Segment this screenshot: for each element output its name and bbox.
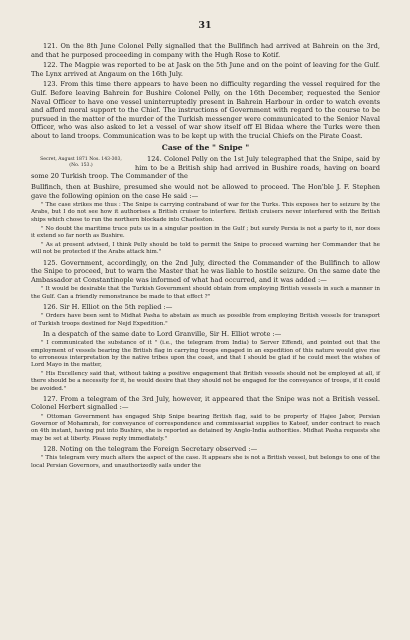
quote-paragraph: " Ottoman Government has engaged Ship Snipe bearing British flag, said to be property of Hajee Jabor, Persian Governor of Mohamrah, for conveyance of correspondence and commissariat supplies to Kateef, under contract to reach on 4th instant, having put into Bushire, she is reported as detained by Anglo-India authorities. Midhat Pasha requests she may be set at liberty. Please reply immediately." xyxy=(31,413,380,442)
paragraph: 125. Government, accordingly, on the 2nd July, directed the Commander of the Bullfinch to allow the Snipe to proceed, but to warn the Master that he was liable to hostile seizure. On the same date the Ambassador at Constantinople was informed of what had occurred, and it was added :— xyxy=(31,258,380,284)
paragraph: 123. From this time there appears to have been no difficulty regarding the vessel required for the Gulf. Before leaving Bahrein for Bushire Colonel Pelly, on the 16th December, requested the Senior Naval Officer to have one vessel uninterruptedly present in Bahrein Harbour in order to watch events and afford moral support to the Chief. The instructions of Government with regard to the course to be pursued in the matter of the murder of the Turkish messenger were communicated to the Senior Naval Officer, who was also asked to let a vessel of war show itself off El Bidaa where the Turks were then about to land troops. Communication was to be kept up with the trucial Chiefs on the Pirate Coast. xyxy=(31,80,380,140)
quote-paragraph: " His Excellency said that, without taking a positive engagement that British vessels should not be employed at all, if there should be a necessity for it, he would desire that they should not be engaged for the conveyance of troops, if it could be avoided." xyxy=(31,371,380,392)
paragraph: 124. Colonel Pelly on the 1st July telegraphed that the Snipe, said by him to be a British ship had arrived in Bushire roads, having on board some 20 Turkish troop. The Commander of the xyxy=(31,155,380,181)
paragraph: 126. Sir H. Elliot on the 5th replied :— xyxy=(43,302,173,311)
side-note-line: Secret, August 1871 Nos. 143-303, xyxy=(40,157,122,163)
quote-paragraph: " It would be desirable that the Turkish Government should obtain from employing British vessels in such a manner in the Gulf. Can a friendly remonstrance be made to that effect ?" xyxy=(31,286,380,300)
paragraph: 127. From a telegram of the 3rd July, however, it appeared that the Snipe was not a British vessel. Colonel Herbert signalled :— xyxy=(31,394,380,412)
section-heading: Case of the " Snipe " xyxy=(161,142,250,152)
paragraph-124-block xyxy=(31,155,380,183)
paragraph: 128. Noting on the telegram the Foreign Secretary observed :— xyxy=(43,444,258,453)
quote-paragraph: " As at present advised, I think Pelly should be told to permit the Snipe to proceed warning her Commander that he will not be protected if the Arabs attack him." xyxy=(31,242,380,256)
quote-paragraph: " I communicated the substance of it " (i.e., the telegram from India) to Server Effendi, and pointed out that the employment of vessels bearing the British flag in carrying troops engaged in an expedition of this nature would give rise to erroneous interpretation by the native tribes upon the coast, and that I should be glad if he could meet the wishes of Lord Mayo in the matter, xyxy=(31,340,380,368)
paragraph: In a despatch of the same date to Lord Granville, Sir H. Elliot wrote :— xyxy=(43,329,282,338)
paragraph: 122. The Magpie was reported to be at Jask on the 5th June and on the point of leaving for the Gulf. The Lynx arrived at Angaum on the 16th July. xyxy=(31,61,380,78)
paragraph: 121. On the 8th June Colonel Pelly signalled that the Bullfinch had arrived at Bahrein on the 3rd, and that he purposed proceeding in company with the Hugh Rose to Kotif. xyxy=(31,42,380,59)
side-note-line: (No. 153.) xyxy=(69,163,93,169)
quote-paragraph: " Orders have been sent to Midhat Pasha to abstain as much as possible from employing British vessels for transport of Turkish troops destined for Nejd Expedition." xyxy=(31,313,380,327)
quote-paragraph: " The case strikes me thus : The Snipe is carrying contraband of war for the Turks. This exposes her to seizure by the Arabs, but I do not see how it authorises a British cruiser to interfere. British cruisers never interfered with the British ships which chose to run the northern blockade into Charleston. xyxy=(31,202,380,223)
quote-paragraph: " No doubt the maritime truce puts us in a singular position in the Gulf ; but surely Persia is not a party to it, nor does it extend so far north as Bushire. xyxy=(31,225,380,239)
page-number: 31 xyxy=(198,20,212,31)
document-body xyxy=(31,42,380,472)
quote-paragraph: " This telegram very much alters the aspect of the case. It appears she is not a British vessel, but belongs to one of the local Persian Governors, and unauthorizedly sails under the xyxy=(31,455,380,469)
paragraph: Bullfinch, then at Bushire, presumed she would not be allowed to proceed. The Hon'ble J. F. Stephen gave the following opinion on the case He said :— xyxy=(31,182,380,200)
side-note xyxy=(31,155,131,169)
